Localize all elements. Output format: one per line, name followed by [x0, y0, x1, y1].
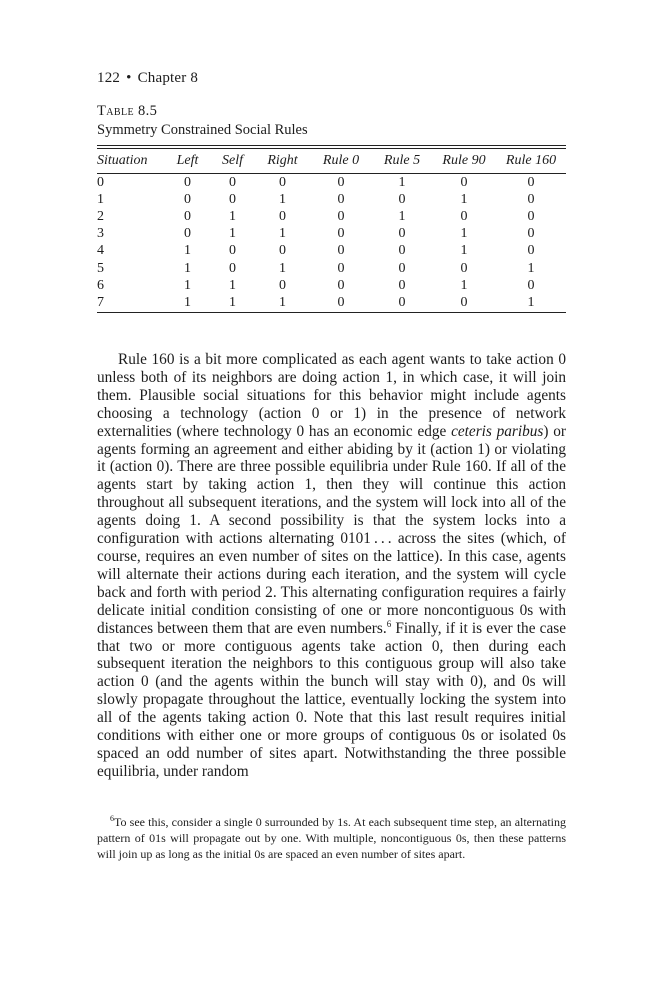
- table-cell: 1: [184, 243, 191, 259]
- paragraph-text: ) or agents forming an agreement and either abiding by it (action 1) or violating it (action 0). There are three possible equilibria under Rule 160. If all of the agents start by taking action 1, then they will continue this action throughout all subsequent iterations, and the system will lock into all of the agents doing 1. A second possibility is that the system locks into a configuration with actions alternating 0101 . . . across the sites (which, of course, requires an even number of sites on the lattice). In this case, agents will alternate their actions during each iteration, and the system will cycle back and forth with period 2. This alternating configuration requires a fairly delicate initial condition consisting of one or more noncontiguous 0s with distances between them that are even numbers.: [97, 422, 566, 637]
- table-cell: 1: [184, 260, 191, 276]
- table-cell: 0: [398, 192, 406, 208]
- table-cell: 0: [527, 243, 535, 259]
- table-cell: 1: [460, 226, 468, 242]
- table-cell: 7: [97, 294, 104, 310]
- table-cell: 0: [229, 260, 236, 276]
- table-cell: 0: [527, 226, 535, 242]
- table-cell: 0: [337, 175, 345, 191]
- table-cell: 0: [398, 294, 406, 310]
- column-header: Left: [176, 153, 199, 168]
- table-cell: 0: [337, 192, 345, 208]
- table-row: [97, 208, 566, 225]
- table-cell: 0: [337, 260, 345, 276]
- table-cell: 1: [460, 192, 468, 208]
- column-header: Self: [222, 153, 243, 168]
- table-row: [97, 225, 566, 242]
- paragraph-text: Finally, if it is ever the case that two or more contiguous agents take action 0, then during each subsequent iteration the neighbors to this contiguous group will also take action 0 (and the agents within the bunch will stay with 0), and 0s will slowly propagate throughout the lattice, eventually locking the system into all of the agents taking action 0. Note that this last result requires initial conditions with either one or more groups of contiguous 0s or isolated 0s spaced an odd number of sites apart. Notwithstanding the three possible equilibria, under random: [97, 619, 566, 780]
- table-cell: 0: [279, 209, 286, 225]
- table-top-rule-second: [97, 148, 566, 149]
- table-cell: 1: [229, 277, 236, 293]
- table-bottom-rule: [97, 312, 566, 313]
- table-cell: 1: [279, 260, 286, 276]
- table-caption: Symmetry Constrained Social Rules: [97, 122, 308, 138]
- column-header: Situation: [97, 153, 148, 168]
- table-cell: 1: [229, 294, 236, 310]
- footnote-text: To see this, consider a single 0 surrounded by 1s. At each subsequent time step, an alternating pattern of 01s will propagate out by one. With multiple, noncontiguous 0s, then these patterns will join up as long as the initial 0s are spaced an even number of sites apart.: [97, 815, 566, 861]
- footnote-reference[interactable]: 6: [386, 618, 392, 629]
- table-cell: 1: [184, 294, 191, 310]
- bullet-separator: •: [126, 70, 132, 86]
- table-cell: 1: [279, 226, 286, 242]
- table-cell: 0: [229, 243, 236, 259]
- table-cell: 0: [229, 175, 236, 191]
- table-cell: 0: [184, 209, 191, 225]
- column-header: Rule 90: [442, 153, 486, 168]
- table-cell: 1: [97, 192, 104, 208]
- table-cell: 0: [527, 175, 535, 191]
- paragraph-text: Rule 160 is a bit more complicated as each agent wants to take action 0 unless both of its neighbors are doing action 1, in which case, it will join them. Plausible social situations for this behavior might include agents choosing a technology (action 0 or 1) in the presence of network externalities (where technology 0 has an economic edge: [97, 351, 566, 440]
- table-cell: 0: [97, 175, 104, 191]
- table-cell: 0: [398, 243, 406, 259]
- table-cell: 1: [398, 209, 406, 225]
- table-cell: 1: [527, 294, 535, 310]
- table-cell: 0: [527, 192, 535, 208]
- table-row: [97, 191, 566, 208]
- table-cell: 1: [279, 294, 286, 310]
- chapter-label: Chapter 8: [137, 70, 199, 86]
- table-cell: 0: [184, 175, 191, 191]
- running-head: [97, 70, 198, 87]
- table-cell: 0: [460, 294, 468, 310]
- table-cell: 0: [527, 277, 535, 293]
- column-header: Right: [267, 153, 298, 168]
- table-cell: 0: [398, 277, 406, 293]
- table-cell: 1: [229, 209, 236, 225]
- table-cell: 0: [337, 226, 345, 242]
- table-cell: 5: [97, 260, 104, 276]
- paragraph: [97, 351, 566, 781]
- footnote-marker: 6: [110, 814, 114, 823]
- table-cell: 1: [460, 277, 468, 293]
- table-label: Table 8.5: [97, 103, 158, 119]
- table-cell: 0: [279, 175, 286, 191]
- table-top-rule: [97, 145, 566, 146]
- table-cell: 1: [460, 243, 468, 259]
- page-number: 122: [97, 70, 121, 86]
- table-cell: 4: [97, 243, 104, 259]
- footnote: [97, 815, 566, 863]
- table-cell: 0: [337, 209, 345, 225]
- table-cell: 1: [527, 260, 535, 276]
- table-row: [97, 259, 566, 276]
- table-cell: 0: [279, 277, 286, 293]
- table-row: [97, 242, 566, 259]
- social-rules-table: [97, 150, 566, 311]
- table-header-row: [97, 150, 566, 172]
- table-cell: 0: [229, 192, 236, 208]
- table-cell: 1: [398, 175, 406, 191]
- table-cell: 0: [184, 192, 191, 208]
- table-cell: 0: [337, 294, 345, 310]
- table-cell: 0: [460, 260, 468, 276]
- table-row: [97, 294, 566, 311]
- table-cell: 0: [527, 209, 535, 225]
- table-row: [97, 277, 566, 294]
- table-cell: 0: [184, 226, 191, 242]
- table-cell: 2: [97, 209, 104, 225]
- table-cell: 3: [97, 226, 104, 242]
- table-cell: 0: [460, 209, 468, 225]
- table-cell: 0: [398, 226, 406, 242]
- table-row: [97, 172, 566, 191]
- table-cell: 0: [337, 277, 345, 293]
- column-header: Rule 0: [322, 153, 360, 168]
- table-cell: 1: [279, 192, 286, 208]
- table-cell: 1: [229, 226, 236, 242]
- body-text: [97, 351, 566, 781]
- table-cell: 0: [398, 260, 406, 276]
- table-cell: 1: [184, 277, 191, 293]
- column-header: Rule 5: [383, 153, 421, 168]
- column-header: Rule 160: [505, 153, 557, 168]
- footnote-paragraph: [97, 815, 566, 863]
- table-cell: 0: [460, 175, 468, 191]
- table-cell: 6: [97, 277, 104, 293]
- table-cell: 0: [279, 243, 286, 259]
- table-cell: 0: [337, 243, 345, 259]
- italic-term: ceteris paribus: [451, 422, 544, 440]
